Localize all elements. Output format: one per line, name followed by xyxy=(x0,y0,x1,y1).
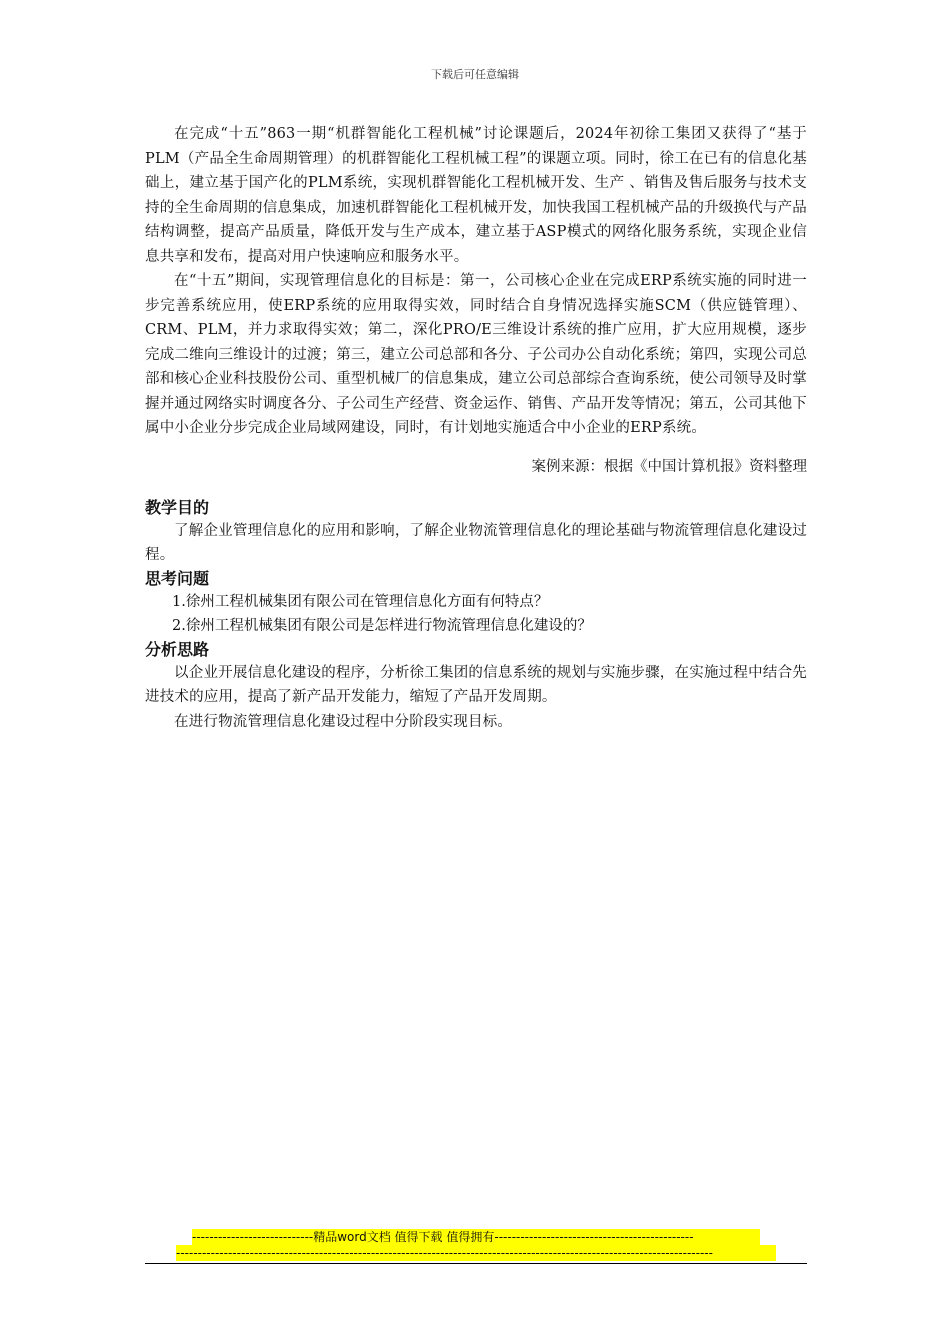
questions-title: 思考问题 xyxy=(145,568,210,588)
page-footer xyxy=(145,1229,807,1261)
footer-dashes: ---------------------------------------------------------------------------------------------------------------------------- xyxy=(176,1245,776,1261)
footer-banner: ----------------------------精品word文档 值得下载 值得拥有---------------------------------------------- xyxy=(192,1229,760,1245)
document-body xyxy=(145,122,807,734)
analysis-paragraph-1: 以企业开展信息化建设的程序，分析徐工集团的信息系统的规划与实施步骤，在实施过程中结合先进技术的应用，提高了新产品开发能力，缩短了产品开发周期。 xyxy=(145,664,807,705)
analysis-paragraph-2: 在进行物流管理信息化建设过程中分阶段实现目标。 xyxy=(174,713,513,730)
footer-rule xyxy=(145,1263,807,1264)
analysis-title: 分析思路 xyxy=(145,639,210,659)
question-item-2: 2.徐州工程机械集团有限公司是怎样进行物流管理信息化建设的？ xyxy=(172,618,592,634)
case-paragraph-2: 在“十五”期间，实现管理信息化的目标是：第一，公司核心企业在完成ERP系统实施的同时进一步完善系统应用，使ERP系统的应用取得实效，同时结合自身情况选择实施SCM（供应链管理）、CRM、PLM，并力求取得实效；第二，深化PRO/E三维设计系统的推广应用，扩大应用规模，逐步完成二维向三维设计的过渡；第三，建立公司总部和各分、子公司办公自动化系统；第四，实现公司总部和核心企业科技股份公司、重型机械厂的信息集成，建立公司总部综合查询系统，使公司领导及时掌握并通过网络实时调度各分、子公司生产经营、资金运作、销售、产品开发等情况；第五，公司其他下属中小企业分步完成企业局域网建设，同时，有计划地实施适合中小企业的ERP系统。 xyxy=(145,273,807,436)
question-item-1: 1.徐州工程机械集团有限公司在管理信息化方面有何特点？ xyxy=(172,593,549,610)
teaching-title: 教学目的 xyxy=(145,497,210,517)
teaching-text: 了解企业管理信息化的应用和影响，了解企业物流管理信息化的理论基础与物流管理信息化建设过程。 xyxy=(145,522,807,563)
case-paragraph-1: 在完成“十五”863一期“机群智能化工程机械”讨论课题后，2024年初徐工集团又获得了“基于PLM（产品全生命周期管理）的机群智能化工程机械工程”的课题立项。同时，徐工在已有的信息化基础上，建立基于国产化的PLM系统，实现机群智能化工程机械开发、生产 、销售及售后服务与技术支持的全生命周期的信息集成，加速机群智能化工程机械开发，加快我国工程机械产品的升级换代与产品结构调整，提高产品质量，降低开发与生产成本，建立基于ASP模式的网络化服务系统，实现企业信息共享和发布，提高对用户快速响应和服务水平。 xyxy=(145,126,807,265)
page-header: 下载后可任意编辑 xyxy=(431,68,519,81)
case-source: 案例来源：根据《中国计算机报》资料整理 xyxy=(531,458,807,475)
